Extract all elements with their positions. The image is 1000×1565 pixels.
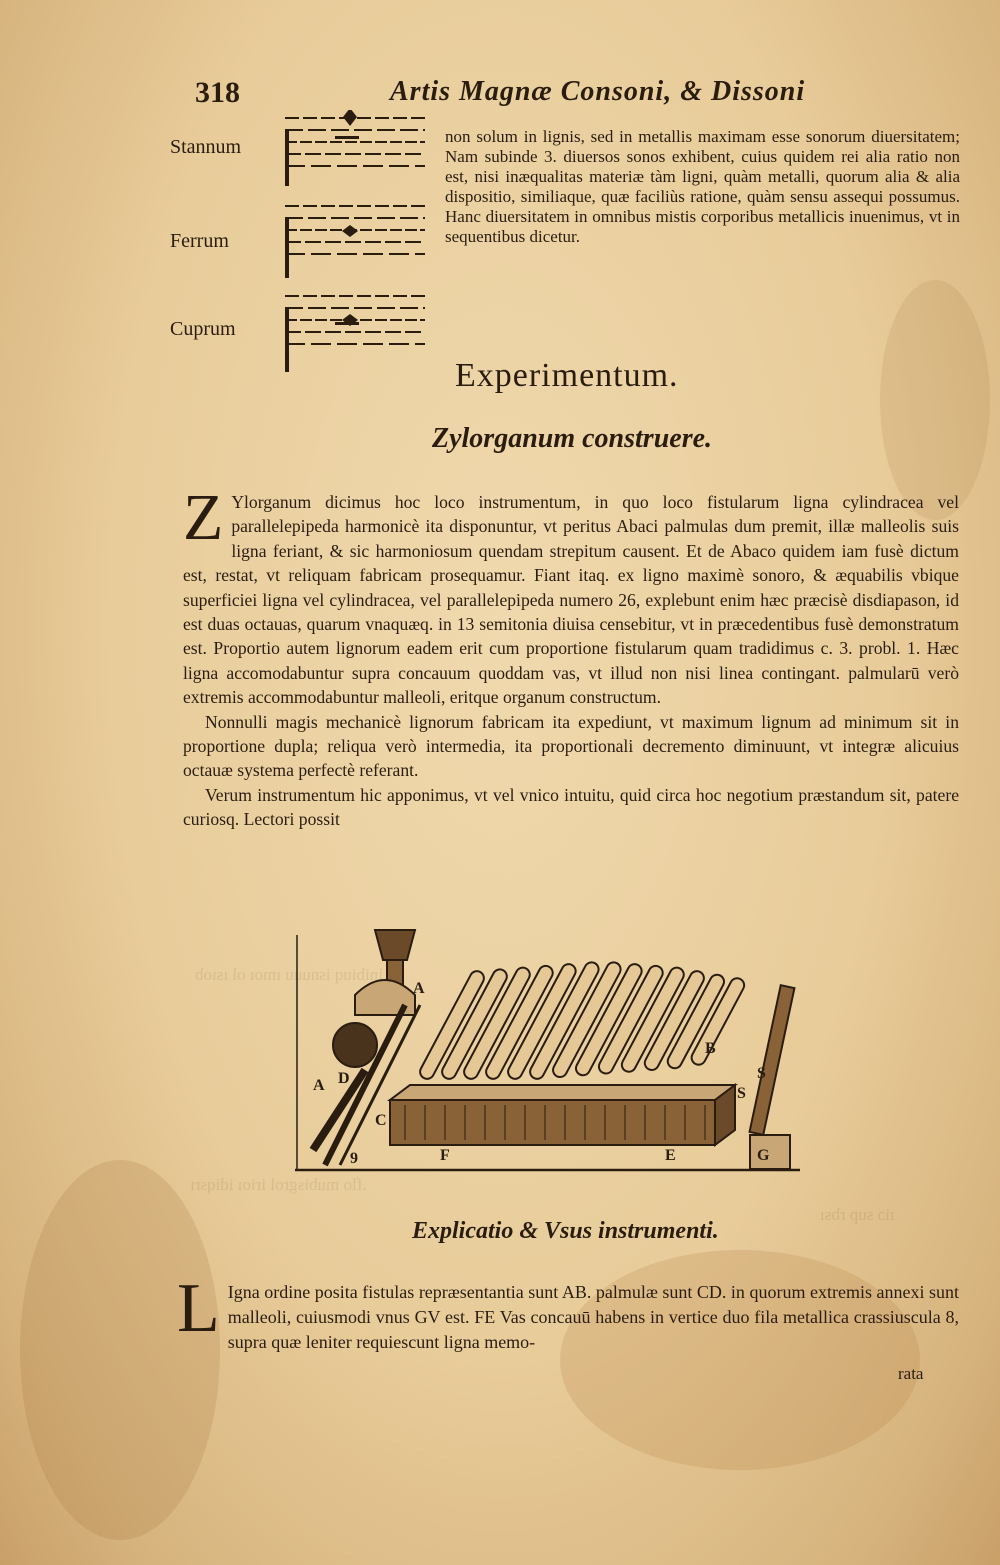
body-paragraph xyxy=(183,481,959,710)
section-title: Experimentum. xyxy=(455,357,679,394)
figure-label: G xyxy=(757,1147,770,1164)
figure-label: 9 xyxy=(350,1150,358,1167)
explicatio-paragraph xyxy=(177,1270,959,1355)
figure-caption: Explicatio & Vsus instrumenti. xyxy=(412,1218,719,1244)
paragraph-text: Ylorganum dicimus hoc loco instrumentum, in quo loco fistularum ligna cylindracea vel parallelepipeda harmonicè ita disponuntur, vt peritus Abaci palmulas dum premit, illæ malleolis suis ligna feriant, & sic harmoniosum quendam strepitum causent. Et de Abaco quidem iam fusè dictum est, restat, vt reliquam fabricam prosequamur. Fiant itaq. ex ligno maximè sonoro, & æquabilis vbique superficiei ligna vel cylindracea, vel parallelepipeda numero 26, explebunt enim hæc præcisè disdiapason, id est duas octauas, quarum vnaquæq. in 13 semitonia diuisa censebitur, vt in præcedentibus fusè demonstratum est. Proportio autem lignorum eadem erit cum proportione fistularum quam tradidimus c. 3. probl. 1. Hæc ligna accomodabuntur supra concauum quoddam vas, vt illud non nisi linea contingant. palmularū verò extremis accommodabuntur malleoli, eritque organum constructum. xyxy=(183,492,959,708)
figure-label: A xyxy=(413,980,425,997)
figure-label: C xyxy=(375,1112,387,1129)
label-cuprum: Cuprum xyxy=(170,318,236,340)
show-through-text: ıiɔ sup rbsı xyxy=(820,1205,895,1224)
figure-label: D xyxy=(338,1070,350,1087)
figure-label: B xyxy=(705,1040,716,1057)
running-head: Artis Magnæ Consoni, & Dissoni xyxy=(390,76,806,107)
label-stannum: Stannum xyxy=(170,136,242,158)
body-paragraph: Verum instrumentum hic apponimus, vt vel vnico intuitu, quid circa hoc negotium præstandum sit, patere curiosq. Lectori possit xyxy=(183,784,959,830)
xylorganum-woodcut xyxy=(295,925,815,1175)
drop-cap: Z xyxy=(183,481,224,554)
figure-label: F xyxy=(440,1147,450,1164)
intro-paragraph: non solum in lignis, sed in metallis maximam esse sonorum diuersitatem; Nam subinde 3. diuersos sonos exhibent, cuius quidem rei alia ratio non est, nisi inæqualitas materiæ tàm ligni, quàm metalli, quorum alia & alia dispositio, similiaque, quæ faciliùs ratione, quàm sensu assequi possumus. Hanc diuersitatem in omnibus mistis corporibus metallicis inuenimus, vt in sequentibus dicetur. xyxy=(445,127,960,246)
main-body-text xyxy=(183,481,959,832)
figure-label: S xyxy=(737,1085,746,1102)
show-through-text: inibiuq isnuuu ımoı ol ısıob xyxy=(195,965,383,984)
edge-stain xyxy=(880,280,990,520)
label-ferrum: Ferrum xyxy=(170,230,229,252)
show-through-text: .flo mubisgrol irioı idiqsrı xyxy=(190,1175,367,1194)
body-paragraph: Nonnulli magis mechanicè lignorum fabricam ita expediunt, vt maximum lignum ad minimum sit in proportione dupla; reliqua verò intermedia, ita proportionali decremento diminuunt, vt integræ alicuius octauæ systema perfectè referant. xyxy=(183,711,959,781)
staff-notation-graphic xyxy=(275,110,435,380)
page-number: 318 xyxy=(195,76,240,109)
section-subtitle: Zylorganum construere. xyxy=(432,423,713,454)
xylorganum-illustration xyxy=(295,925,815,1175)
paragraph-text: Igna ordine posita fistulas repræsentantia sunt AB. palmulæ sunt CD. in quorum extremis annexi sunt malleoli, cuiusmodi vnus GV est. FE Vas concauū habens in vertice duo fila metallica crassiuscula 8, supra quæ leniter requiescunt ligna memo- xyxy=(227,1282,959,1352)
figure-label: A xyxy=(313,1077,325,1094)
metal-tone-staves xyxy=(170,110,440,380)
figure-label: E xyxy=(665,1147,676,1164)
figure-label: S xyxy=(757,1065,766,1082)
catchword: rata xyxy=(898,1364,924,1383)
drop-cap: L xyxy=(177,1270,220,1347)
